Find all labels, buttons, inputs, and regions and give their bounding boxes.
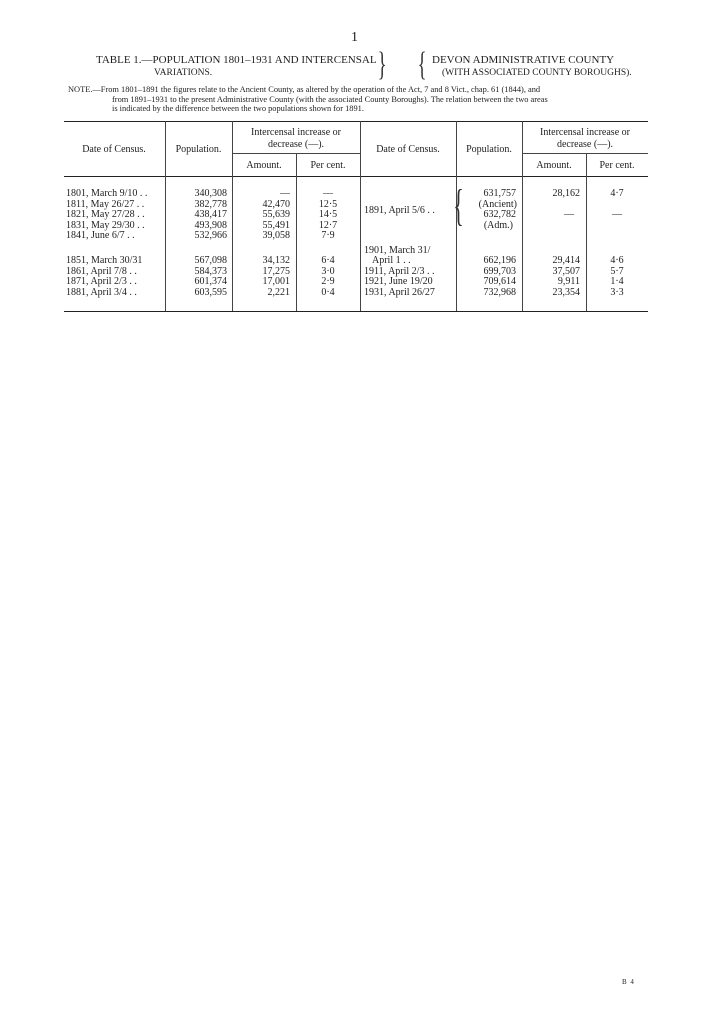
increase-percent: — <box>323 188 333 199</box>
population-value: 662,196 <box>483 255 516 266</box>
population-value: 567,098 <box>194 255 227 266</box>
page-number: 1 <box>351 30 358 45</box>
increase-percent: 7·9 <box>321 230 335 241</box>
increase-percent: 14·5 <box>318 209 338 220</box>
population-value: 601,374 <box>194 276 227 287</box>
increase-percent: 2·9 <box>321 276 335 287</box>
increase-amount: — <box>564 209 574 220</box>
census-date: 1841, June 6/7 . . <box>66 230 135 241</box>
increase-percent: 1·4 <box>610 276 624 287</box>
table-subtitle <box>432 54 632 80</box>
note-line1: NOTE.—From 1801–1891 the figures relate to the Ancient County, as altered by the operation of the Act, 7 and 8 Vict., chap. 61 (1844), and <box>68 85 541 94</box>
increase-percent: — <box>612 209 622 220</box>
table-bottom-rule <box>64 311 648 312</box>
table-title <box>96 54 377 80</box>
increase-percent: 3·0 <box>321 265 335 277</box>
increase-percent: 4·6 <box>610 255 624 266</box>
signature-mark: B 4 <box>622 978 635 986</box>
increase-amount: 28,162 <box>552 188 580 199</box>
population-value: 584,373 <box>194 265 227 277</box>
increase-amount: 39,058 <box>262 230 290 241</box>
table-header-rule <box>64 176 648 177</box>
census-date: 1931, April 26/27 <box>364 286 435 298</box>
increase-amount: 17,275 <box>262 265 290 277</box>
increase-percent: 4·7 <box>610 188 624 199</box>
header-intercensal: Intercensal increase or decrease (—). <box>540 127 630 150</box>
increase-amount: 29,414 <box>552 255 580 266</box>
census-date: 1801, March 9/10 . . <box>66 188 148 199</box>
header-amount: Amount. <box>246 160 282 171</box>
increase-percent: 6·4 <box>321 255 335 266</box>
increase-amount: 2,221 <box>267 286 290 298</box>
population-value: 699,703 <box>483 265 516 277</box>
population-value: 532,966 <box>194 230 227 241</box>
header-date: Date of Census. <box>82 144 146 155</box>
increase-percent: 12·7 <box>318 219 338 231</box>
header-percent: Per cent. <box>310 160 346 171</box>
header-amount: Amount. <box>536 160 572 171</box>
population-value: 438,417 <box>194 209 227 220</box>
increase-percent: 3·3 <box>610 286 624 298</box>
population-value: 709,614 <box>483 276 516 287</box>
census-date: 1821, May 27/28 . . <box>66 209 145 220</box>
header-population: Population. <box>466 144 512 155</box>
increase-amount: 17,001 <box>262 276 290 287</box>
population-area-label: (Adm.) <box>483 219 513 231</box>
census-date: 1861, April 7/8 . . <box>66 265 137 277</box>
increase-amount: 9,911 <box>557 276 580 287</box>
population-value: 632,782 <box>483 209 516 220</box>
note-line3: is indicated by the difference between the two populations shown for 1891. <box>112 104 364 114</box>
table-title-line1: TABLE 1.—POPULATION 1801–1931 AND INTERCENSAL <box>96 54 377 66</box>
census-date: 1901, March 31/ <box>364 244 431 256</box>
increase-amount: 37,507 <box>552 265 580 277</box>
table-title-line2: VARIATIONS. <box>154 68 213 78</box>
population-value: 382,778 <box>194 198 227 210</box>
header-intercensal: Intercensal increase or decrease (—). <box>251 127 341 150</box>
note-line2: from 1891–1931 to the present Administrative County (with the associated County Boroughs). The relation between the two areas <box>112 94 548 104</box>
population-value: 603,595 <box>194 286 227 298</box>
subheader-rule <box>522 153 648 154</box>
census-date: 1871, April 2/3 . . <box>66 276 137 287</box>
header-date: Date of Census. <box>376 144 440 155</box>
census-date: 1831, May 29/30 . . <box>66 219 145 231</box>
header-percent: Per cent. <box>599 160 635 171</box>
increase-amount: — <box>280 188 290 199</box>
population-area-label: (Ancient) <box>478 198 517 210</box>
increase-percent: 12·5 <box>318 198 338 210</box>
increase-amount: 55,491 <box>262 219 290 231</box>
population-value: 732,968 <box>483 286 516 298</box>
table-subtitle-line1: DEVON ADMINISTRATIVE COUNTY <box>432 54 615 66</box>
population-value: 340,308 <box>194 188 227 199</box>
census-date-continued: April 1 . . <box>372 255 411 266</box>
table-note <box>68 85 650 114</box>
population-value: 493,908 <box>194 219 227 231</box>
census-date: 1921, June 19/20 <box>364 276 433 287</box>
title-close-brace: } <box>377 46 387 83</box>
increase-amount: 42,470 <box>262 198 290 210</box>
increase-amount: 34,132 <box>262 255 290 266</box>
census-date: 1851, March 30/31 <box>66 255 143 266</box>
population-value: 631,757 <box>483 188 516 199</box>
increase-amount: 55,639 <box>262 209 290 220</box>
census-date: 1811, May 26/27 . . <box>66 198 145 210</box>
table-top-rule <box>64 121 648 122</box>
table-subtitle-line2: (WITH ASSOCIATED COUNTY BOROUGHS). <box>442 68 632 78</box>
census-date: 1891, April 5/6 . . <box>364 205 435 216</box>
census-date: 1911, April 2/3 . . <box>364 265 435 277</box>
subheader-rule <box>232 153 360 154</box>
increase-percent: 5·7 <box>610 265 624 277</box>
increase-amount: 23,354 <box>552 286 580 298</box>
census-date: 1881, April 3/4 . . <box>66 286 137 298</box>
increase-percent: 0·4 <box>321 286 335 298</box>
row-brace: { <box>453 181 464 230</box>
title-open-brace: { <box>417 46 427 83</box>
header-population: Population. <box>175 144 222 155</box>
